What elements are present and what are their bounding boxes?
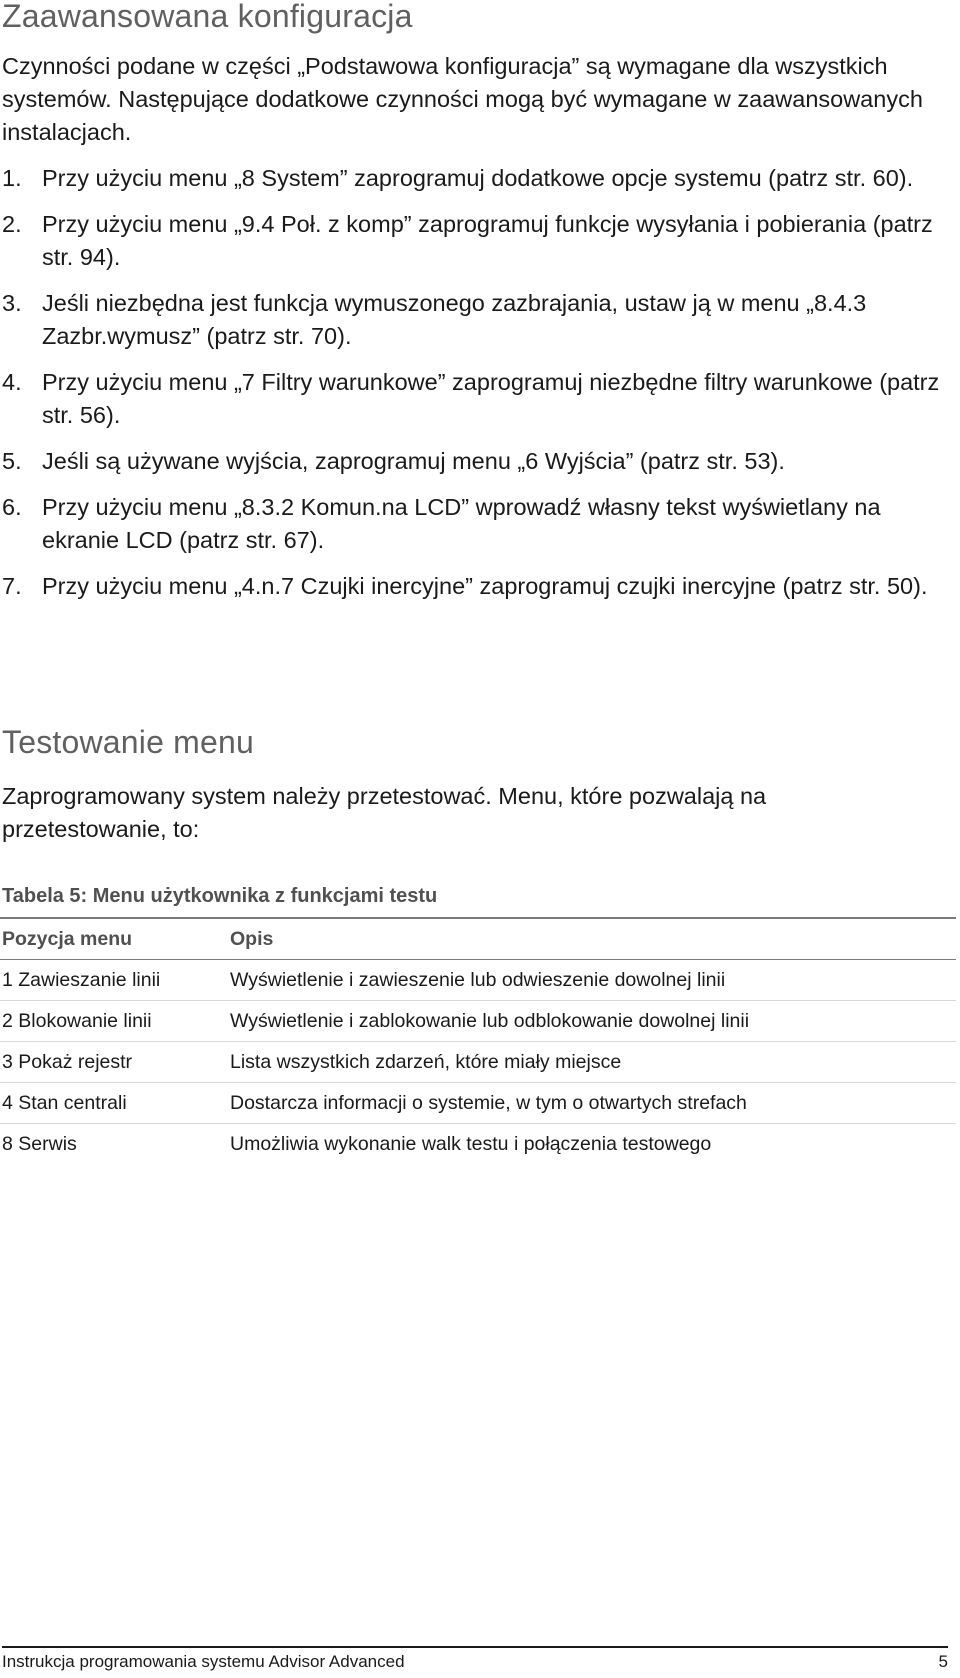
step-number: 4. <box>2 369 22 395</box>
list-item <box>2 570 942 603</box>
steps-list <box>2 162 942 616</box>
footer-document-title: Instrukcja programowania systemu Advisor Advanced <box>2 1652 405 1671</box>
description-cell: Umożliwia wykonanie walk testu i połączenia testowego <box>230 1132 712 1155</box>
menu-item-cell: 4 Stan centrali <box>0 1083 228 1124</box>
step-number: 6. <box>2 494 22 520</box>
table-row <box>0 1083 956 1124</box>
step-number: 1. <box>2 165 22 191</box>
step-text: Przy użyciu menu „8 System” zaprogramuj dodatkowe opcje systemu (patrz str. 60). <box>42 165 914 191</box>
step-number: 7. <box>2 573 22 599</box>
test-menu-table <box>0 917 956 1164</box>
list-item <box>2 162 942 195</box>
list-item <box>2 366 942 432</box>
table-row <box>0 1001 956 1042</box>
menu-item-cell: 2 Blokowanie linii <box>0 1001 228 1042</box>
step-text: Jeśli są używane wyjścia, zaprogramuj menu „6 Wyjścia” (patrz str. 53). <box>42 448 785 474</box>
section-title-testing-menu: Testowanie menu <box>2 724 255 760</box>
list-item <box>2 445 942 478</box>
testing-intro-paragraph: Zaprogramowany system należy przetestować. Menu, które pozwalają na przetestowanie, to: <box>2 783 767 842</box>
section-title-advanced-config: Zaawansowana konfiguracja <box>2 0 413 34</box>
step-number: 2. <box>2 211 22 237</box>
list-item <box>2 208 942 274</box>
list-item <box>2 491 942 557</box>
step-text: Przy użyciu menu „9.4 Poł. z komp” zaprogramuj funkcje wysyłania i pobierania (patrz str. 94). <box>42 211 933 270</box>
intro-paragraph: Czynności podane w części „Podstawowa konfiguracja” są wymagane dla wszystkich systemów. Następujące dodatkowe czynności mogą być wymagane w zaawansowanych instalacjach. <box>2 53 923 145</box>
list-item <box>2 287 942 353</box>
description-cell: Wyświetlenie i zawieszenie lub odwieszenie dowolnej linii <box>228 960 956 1001</box>
column-header-description: Opis <box>230 927 274 950</box>
table-header-row <box>0 918 956 960</box>
description-cell: Wyświetlenie i zablokowanie lub odblokowanie dowolnej linii <box>228 1001 956 1042</box>
menu-item-cell: 3 Pokaż rejestr <box>0 1042 228 1083</box>
menu-item-cell: 8 Serwis <box>2 1132 77 1155</box>
description-cell: Lista wszystkich zdarzeń, które miały miejsce <box>228 1042 956 1083</box>
step-text: Przy użyciu menu „8.3.2 Komun.na LCD” wprowadź własny tekst wyświetlany na ekranie LCD (patrz str. 67). <box>42 494 881 553</box>
step-number: 5. <box>2 448 22 474</box>
menu-item-cell: 1 Zawieszanie linii <box>0 960 228 1001</box>
column-header-menu-item: Pozycja menu <box>2 927 133 950</box>
table-row <box>0 1124 956 1165</box>
description-cell: Dostarcza informacji o systemie, w tym o otwartych strefach <box>228 1083 956 1124</box>
step-text: Jeśli niezbędna jest funkcja wymuszonego zazbrajania, ustaw ją w menu „8.4.3 Zazbr.wymusz” (patrz str. 70). <box>42 290 867 349</box>
table-caption: Tabela 5: Menu użytkownika z funkcjami testu <box>2 885 438 907</box>
page-number: 5 <box>938 1652 948 1671</box>
table-row <box>0 1042 956 1083</box>
table-row <box>0 960 956 1001</box>
step-text: Przy użyciu menu „4.n.7 Czujki inercyjne” zaprogramuj czujki inercyjne (patrz str. 50). <box>42 573 928 599</box>
step-text: Przy użyciu menu „7 Filtry warunkowe” zaprogramuj niezbędne filtry warunkowe (patrz str. 56). <box>42 369 940 428</box>
page-footer <box>2 1646 948 1672</box>
step-number: 3. <box>2 290 22 316</box>
